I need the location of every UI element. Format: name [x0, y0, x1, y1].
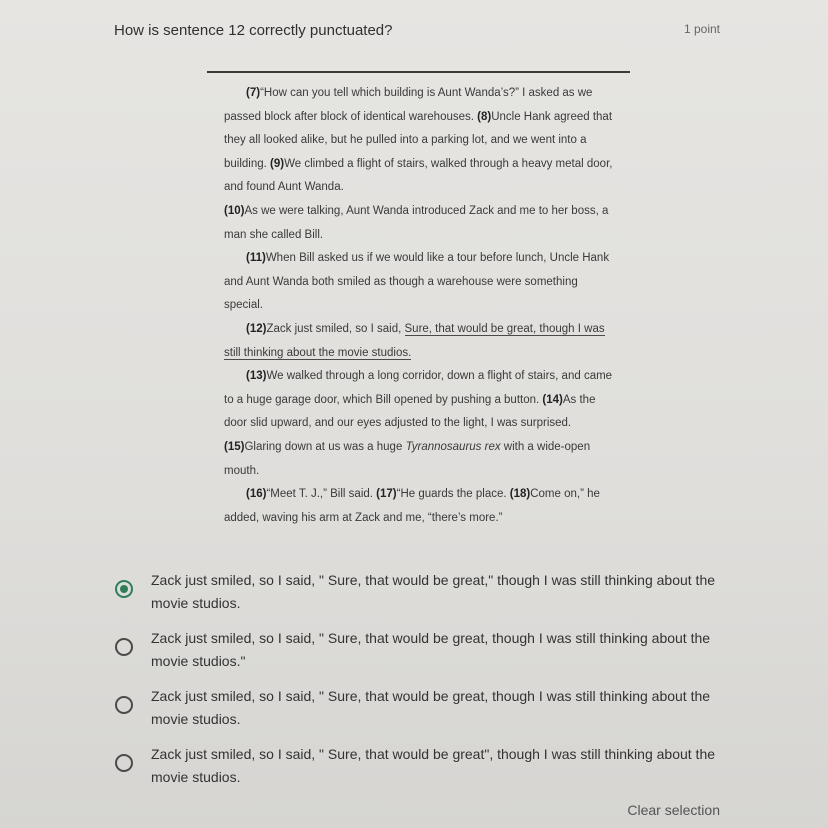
passage-paragraph-target — [224, 318, 614, 365]
answer-option-4[interactable] — [112, 740, 732, 784]
sentence-text: We climbed a flight of stairs, walked through a heavy metal door, and found Aunt Wanda. — [224, 157, 613, 194]
answer-option-label[interactable]: Zack just smiled, so I said, " Sure, that would be great", though I was still thinking about the movie studios. — [151, 746, 716, 785]
radio-icon[interactable] — [115, 638, 133, 656]
sentence-text: “He guards the place. — [396, 488, 510, 501]
sentence-number: (18) — [509, 488, 531, 501]
passage-paragraph — [224, 247, 614, 318]
sentence-number: (9) — [270, 157, 285, 170]
sentence-number: (13) — [246, 370, 267, 383]
sentence-number: (15) — [224, 440, 245, 453]
sentence-number: (10) — [224, 204, 245, 217]
passage-paragraph — [224, 200, 614, 247]
sentence-text: Glaring down at us was a huge — [244, 440, 406, 453]
sentence-number: (17) — [376, 488, 397, 501]
passage — [224, 82, 614, 530]
passage-paragraph — [224, 82, 614, 200]
sentence-number: (14) — [542, 393, 563, 406]
sentence-text: “Meet T. J.,” Bill said. — [266, 488, 377, 501]
sentence-text: Come on,” he added, waving his arm at Zack and me, “there’s more.” — [224, 488, 600, 524]
sentence-text: with a wide-open mouth. — [224, 440, 591, 477]
radio-selected-icon[interactable] — [115, 580, 133, 598]
sentence-text: Zack just smiled, so I said, — [266, 322, 405, 335]
sentence-number: (11) — [246, 252, 266, 265]
radio-icon[interactable] — [115, 754, 133, 772]
sentence-number: (8) — [477, 110, 492, 123]
sentence-text: As we were talking, Aunt Wanda introduced Zack and me to her boss, a man she called Bill. — [224, 204, 609, 241]
passage-divider — [207, 71, 630, 73]
answer-option-label[interactable]: Zack just smiled, so I said, " Sure, that would be great," though I was still thinking about the movie studios. — [151, 572, 716, 611]
sentence-text: “How can you tell which building is Aunt Wanda’s?” I asked as we passed block after block of identical warehouses. — [224, 87, 593, 123]
passage-paragraph — [224, 365, 614, 483]
question-title: How is sentence 12 correctly punctuated? — [114, 22, 393, 39]
answer-option-3[interactable] — [112, 682, 732, 726]
answer-option-label[interactable]: Zack just smiled, so I said, " Sure, that would be great, though I was still thinking about the movie studios. — [151, 688, 711, 727]
sentence-number: (16) — [246, 488, 267, 501]
answer-option-2[interactable] — [112, 624, 732, 668]
italic-term: Tyrannosaurus rex — [405, 440, 501, 453]
radio-icon[interactable] — [115, 696, 133, 714]
sentence-text: When Bill asked us if we would like a tour before lunch, Uncle Hank and Aunt Wanda both smiled as though a warehouse were something special. — [224, 252, 610, 312]
underlined-sentence-part: Sure, that would be great, though I was still thinking about the movie studios. — [224, 322, 605, 359]
sentence-text: We walked through a long corridor, down a flight of stairs, and came to a huge garage door, which Bill opened by pushing a button. — [224, 370, 613, 406]
sentence-text: Uncle Hank agreed that they all looked alike, but he pulled into a parking lot, and we went into a building. — [224, 110, 613, 170]
answer-option-1[interactable] — [112, 566, 732, 610]
points-label: 1 point — [683, 22, 720, 36]
passage-paragraph — [224, 483, 614, 530]
answer-option-label[interactable]: Zack just smiled, so I said, " Sure, that would be great, though I was still thinking about the movie studios." — [151, 630, 711, 669]
sentence-text: As the door slid upward, and our eyes adjusted to the light, I was surprised. — [224, 393, 596, 430]
sentence-number: (12) — [246, 322, 267, 335]
clear-selection-button[interactable]: Clear selection — [627, 802, 720, 818]
sentence-number: (7) — [246, 87, 261, 99]
